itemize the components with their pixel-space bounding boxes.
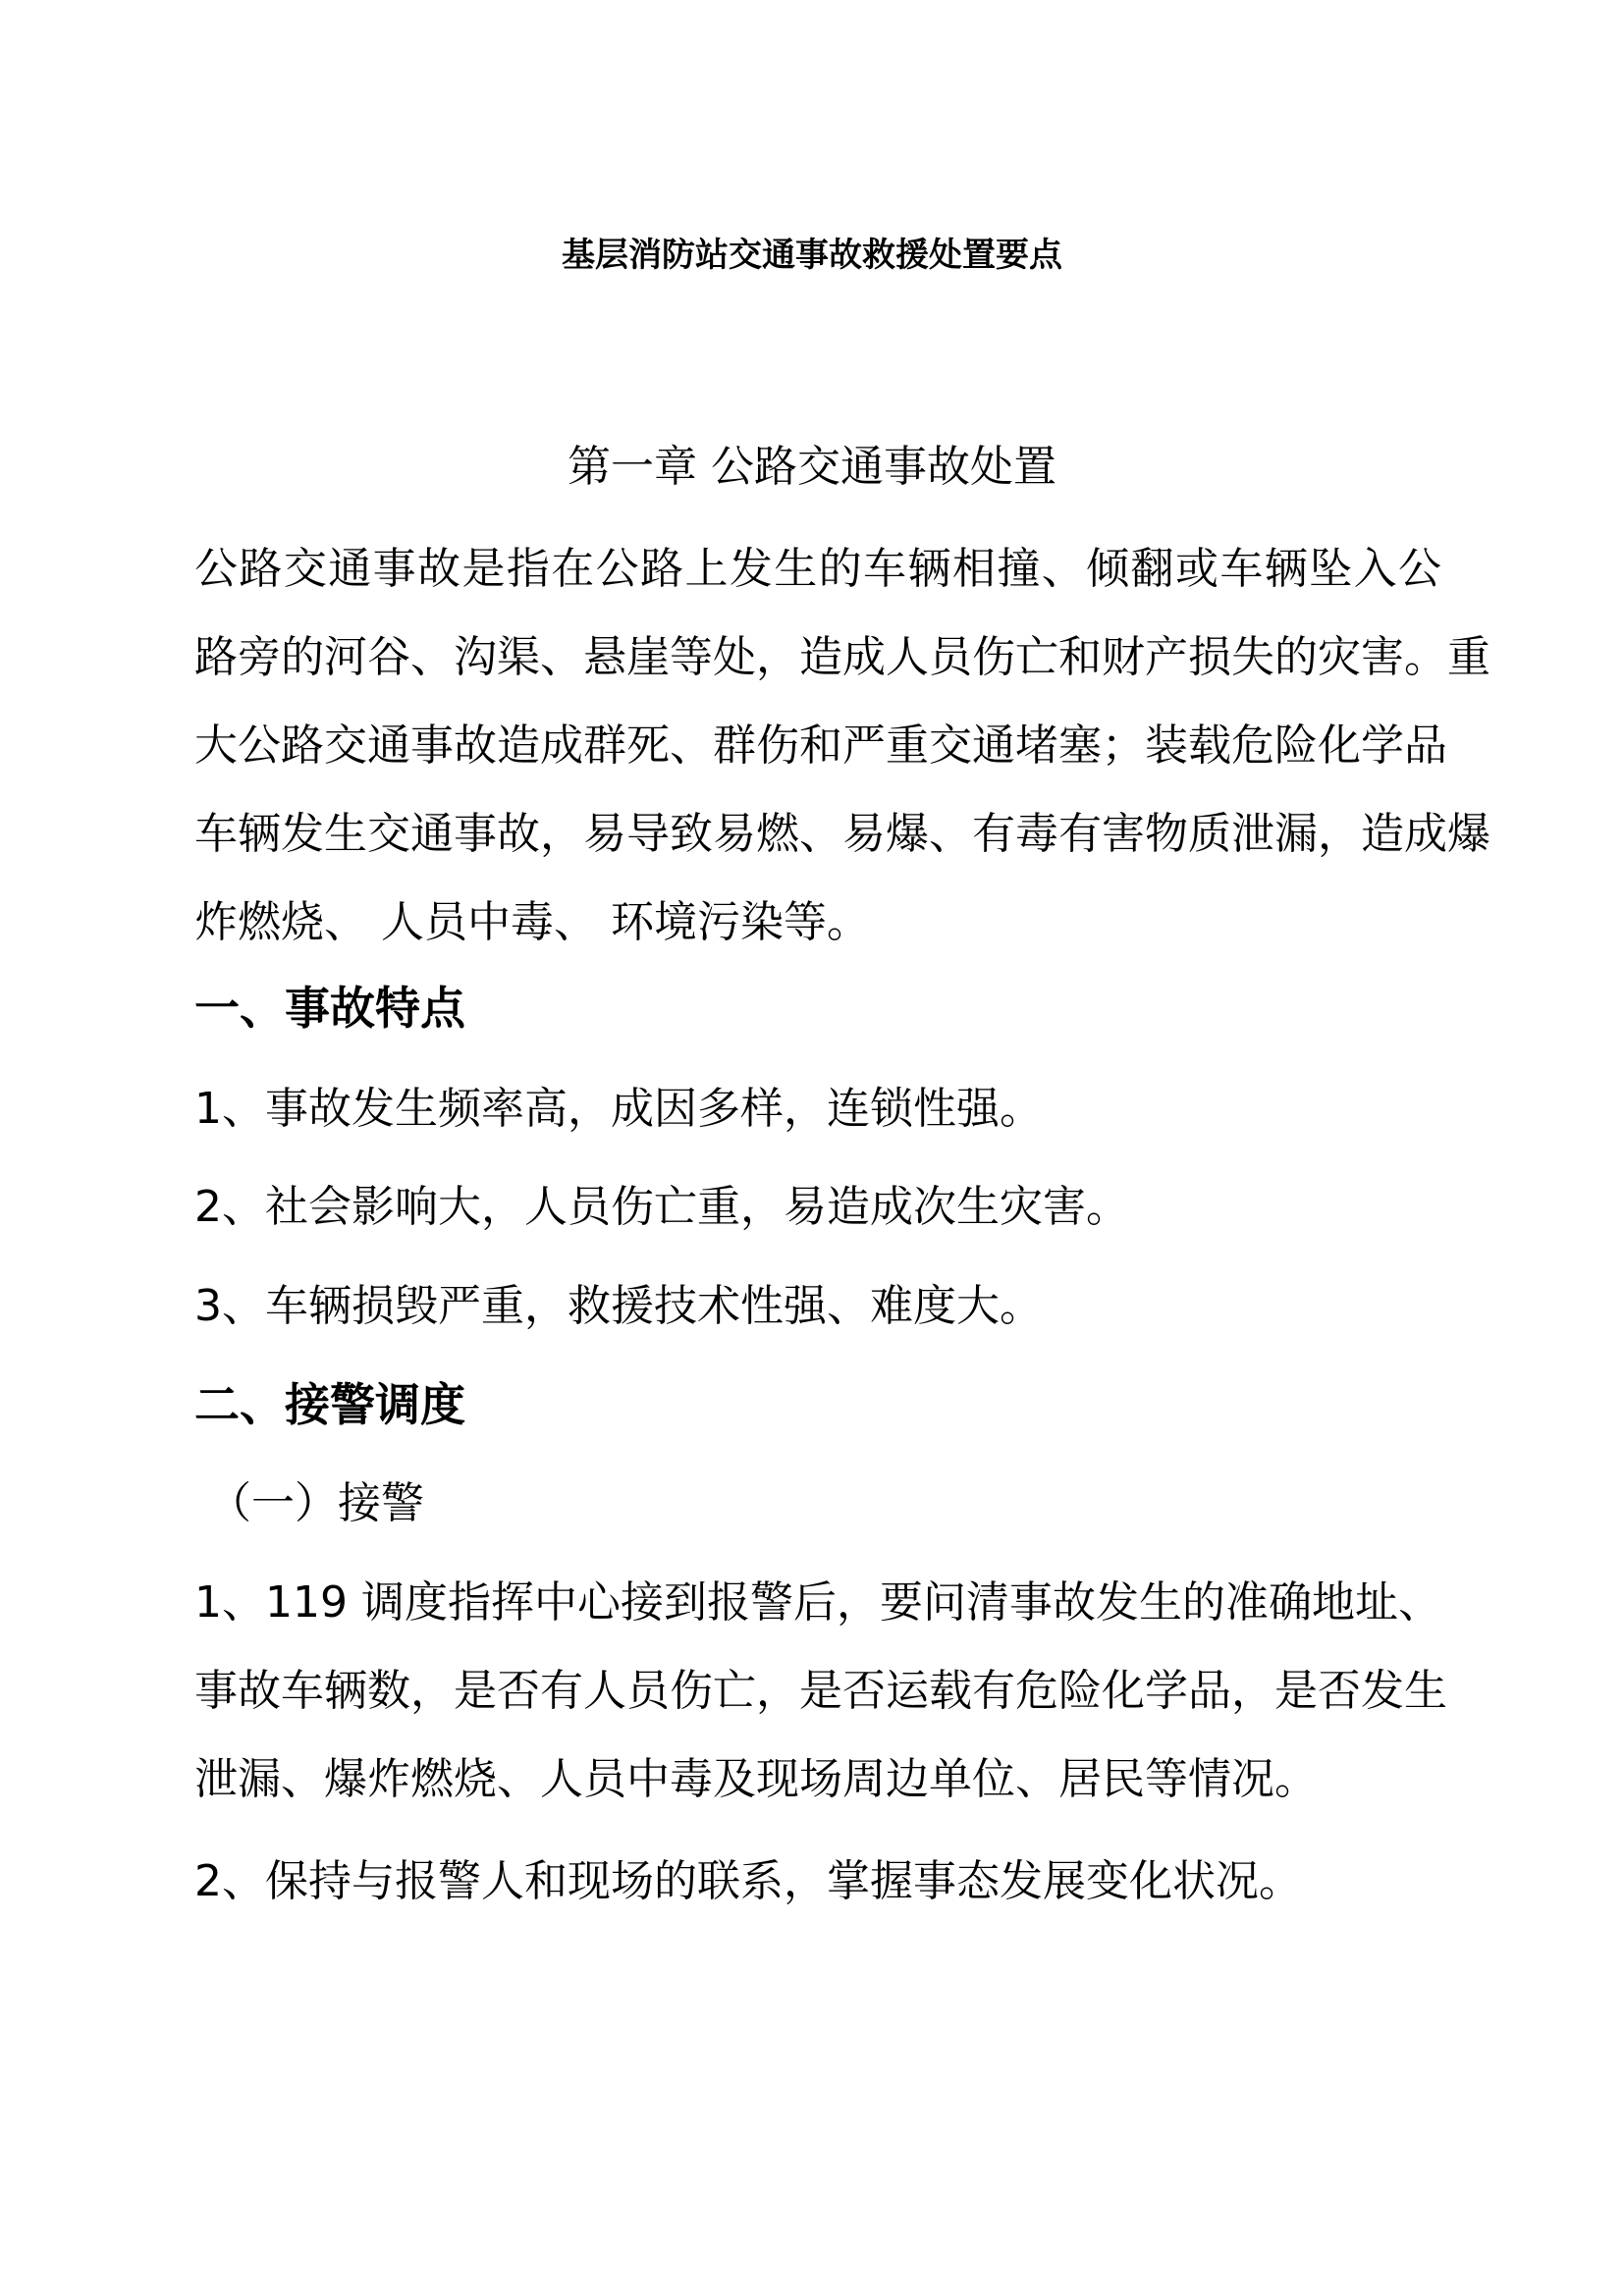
subsection-heading-receive-alarm: （一）接警 xyxy=(208,1478,424,1528)
document-title: 基层消防站交通事故救援处置要点 xyxy=(562,236,1062,275)
section-heading-dispatch: 二、接警调度 xyxy=(194,1378,465,1431)
intro-line: 公路交通事故是指在公路上发生的车辆相撞、倾翻或车辆坠入公 xyxy=(194,544,1441,594)
list-item: 2、保持与报警人和现场的联系，掌握事态发展变化状况。 xyxy=(194,1856,1302,1906)
list-item: 1、事故发生频率高，成因多样，连锁性强。 xyxy=(194,1084,1043,1134)
paragraph-line: 事故车辆数，是否有人员伤亡，是否运载有危险化学品，是否发生 xyxy=(194,1666,1447,1716)
list-item: 2、社会影响大，人员伤亡重，易造成次生灾害。 xyxy=(194,1182,1129,1232)
dispatch-item-1 xyxy=(194,1559,1447,1824)
paragraph-line: 泄漏、爆炸燃烧、人员中毒及现场周边单位、居民等情况。 xyxy=(194,1754,1318,1804)
list-item: 3、车辆损毁严重，救援技术性强、难度大。 xyxy=(194,1281,1043,1331)
paragraph-line: 1、119 调度指挥中心接到报警后，要问清事故发生的准确地址、 xyxy=(194,1577,1441,1628)
intro-line: 大公路交通事故造成群死、群伤和严重交通堵塞；装载危险化学品 xyxy=(194,721,1447,771)
intro-paragraph xyxy=(194,525,1490,967)
intro-line: 炸燃烧、 人员中毒、 环境污染等。 xyxy=(194,897,870,947)
chapter-title: 第一章 公路交通事故处置 xyxy=(568,442,1056,492)
intro-line: 车辆发生交通事故，易导致易燃、易爆、有毒有害物质泄漏，造成爆 xyxy=(194,809,1490,859)
section-heading-accident-features: 一、事故特点 xyxy=(194,982,465,1035)
intro-line: 路旁的河谷、沟渠、悬崖等处，造成人员伤亡和财产损失的灾害。重 xyxy=(194,632,1490,682)
